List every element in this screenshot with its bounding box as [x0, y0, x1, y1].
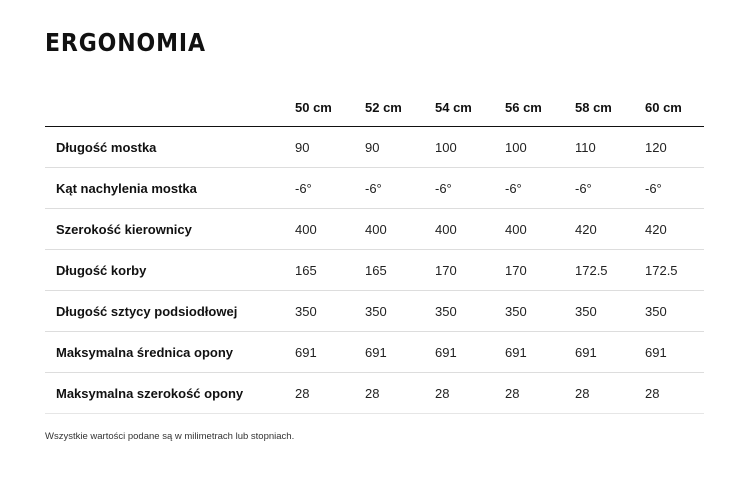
table-row: [45, 209, 704, 250]
table-cell: 170: [505, 250, 575, 291]
table-cell: 400: [365, 209, 435, 250]
table-cell: -6°: [295, 168, 365, 209]
table-header: [45, 88, 704, 127]
table-cell: 172.5: [575, 250, 645, 291]
ergonomics-table: [45, 88, 704, 414]
table-cell: 28: [435, 373, 505, 414]
table-cell: 28: [575, 373, 645, 414]
table-cell: 400: [295, 209, 365, 250]
table-cell: 400: [505, 209, 575, 250]
table-cell: 350: [575, 291, 645, 332]
row-label: Maksymalna średnica opony: [45, 332, 295, 373]
row-label: Długość mostka: [45, 127, 295, 168]
row-label: Kąt nachylenia mostka: [45, 168, 295, 209]
table-cell: 350: [645, 291, 704, 332]
table-cell: 170: [435, 250, 505, 291]
row-label: Szerokość kierownicy: [45, 209, 295, 250]
table-cell: -6°: [575, 168, 645, 209]
table-cell: 400: [435, 209, 505, 250]
table-cell: 691: [645, 332, 704, 373]
header-empty-cell: [45, 88, 295, 127]
table-cell: 691: [295, 332, 365, 373]
table-cell: 691: [435, 332, 505, 373]
size-header: 50 cm: [295, 88, 365, 127]
footnote: Wszystkie wartości podane są w milimetrach lub stopniach.: [45, 431, 295, 442]
table-cell: 350: [295, 291, 365, 332]
size-header: 52 cm: [365, 88, 435, 127]
table-cell: 28: [365, 373, 435, 414]
table-cell: 420: [645, 209, 704, 250]
size-header: 58 cm: [575, 88, 645, 127]
table-body: [45, 127, 704, 414]
table-cell: 110: [575, 127, 645, 168]
table-row: [45, 250, 704, 291]
table-cell: 691: [575, 332, 645, 373]
table-row: [45, 373, 704, 414]
size-header: 56 cm: [505, 88, 575, 127]
table-cell: 28: [645, 373, 704, 414]
size-header: 60 cm: [645, 88, 704, 127]
row-label: Długość sztycy podsiodłowej: [45, 291, 295, 332]
table-cell: -6°: [645, 168, 704, 209]
table-row: [45, 291, 704, 332]
table-cell: 28: [295, 373, 365, 414]
table-cell: -6°: [505, 168, 575, 209]
table-row: [45, 168, 704, 209]
table-cell: 165: [365, 250, 435, 291]
table-cell: 350: [435, 291, 505, 332]
table-cell: 420: [575, 209, 645, 250]
table-cell: 100: [435, 127, 505, 168]
section-title: ERGONOMIA: [45, 28, 206, 57]
table-cell: 172.5: [645, 250, 704, 291]
row-label: Długość korby: [45, 250, 295, 291]
table-cell: 90: [365, 127, 435, 168]
table-cell: 100: [505, 127, 575, 168]
table-cell: 90: [295, 127, 365, 168]
table-row: [45, 332, 704, 373]
table-cell: 691: [505, 332, 575, 373]
header-row: [45, 88, 704, 127]
table-cell: 28: [505, 373, 575, 414]
table-cell: 350: [365, 291, 435, 332]
table-cell: 120: [645, 127, 704, 168]
table-row: [45, 127, 704, 168]
row-label: Maksymalna szerokość opony: [45, 373, 295, 414]
table-cell: 691: [365, 332, 435, 373]
table-cell: 165: [295, 250, 365, 291]
table-cell: -6°: [435, 168, 505, 209]
table-cell: -6°: [365, 168, 435, 209]
size-header: 54 cm: [435, 88, 505, 127]
table-cell: 350: [505, 291, 575, 332]
